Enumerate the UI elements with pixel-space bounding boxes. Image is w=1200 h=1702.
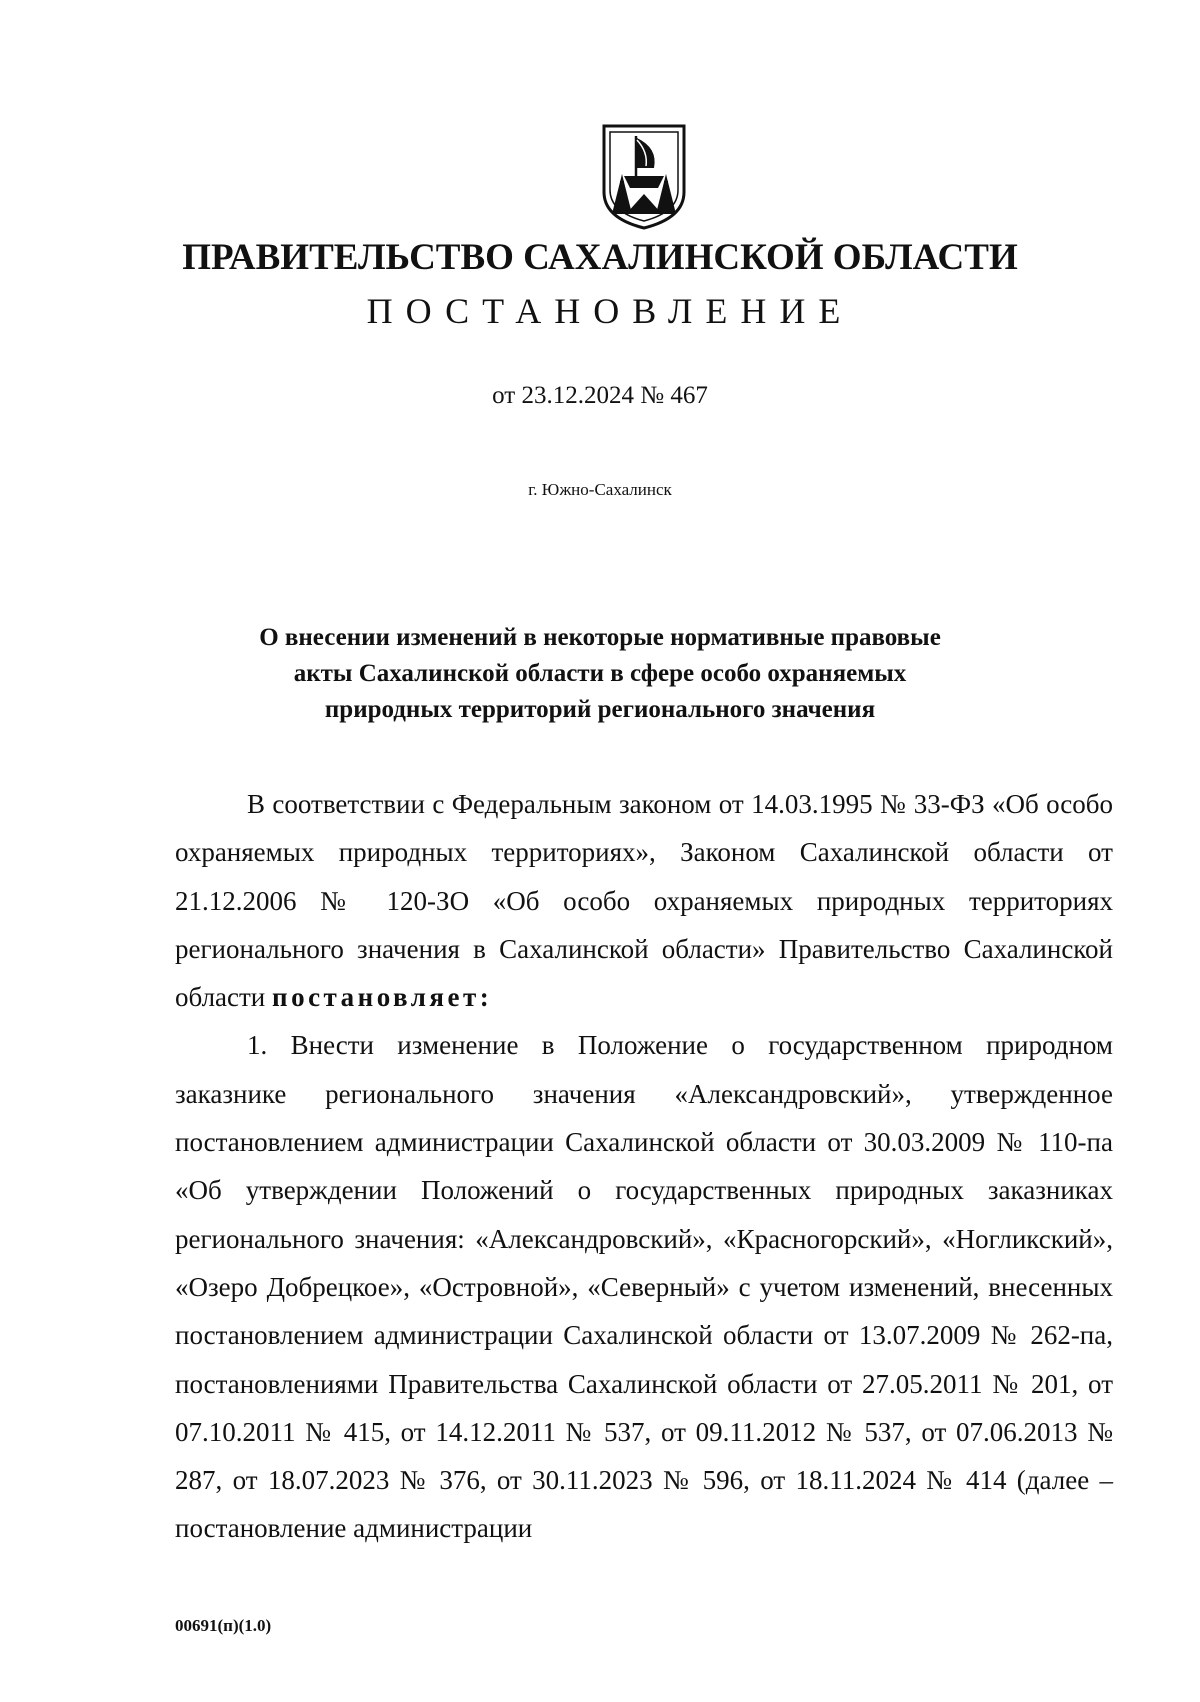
document-subject: О внесении изменений в некоторые нормативные правовые акты Сахалинской области в сфере особо охраняемых природных территорий регионального значения [259,624,941,723]
paragraph-preamble [175,780,1113,1021]
resolves-verb: постановляет: [272,982,493,1013]
document-body [175,780,1113,1553]
paragraph-item-1: 1. Внести изменение в Положение о государственном природном заказнике регионального значения «Александровский», утвержденное постановлением администрации Сахалинской области от 30.03.2009 № 110-па «Об утверждении Положений о государственных природных заказниках регионального значения: «Александровский», «Красногорский», «Ногликский», «Озеро Добрецкое», «Островной», «Северный» с учетом изменений, внесенных постановлением администрации Сахалинской области от 13.07.2009 № 262-па, постановлениями Правительства Сахалинской области от 27.05.2011 № 201, от 07.10.2011 № 415, от 14.12.2011 № 537, от 09.11.2012 № 537, от 07.06.2013 № 287, от 18.07.2023 № 376, от 30.11.2023 № 596, от 18.11.2024 № 414 (далее – постановление администрации [175,1030,1113,1544]
coat-of-arms-icon [596,122,692,230]
preamble-text: В соответствии с Федеральным законом от 14.03.1995 № 33-ФЗ «Об особо охраняемых природных территориях», Законом Сахалинской области от 21.12.2006 № 120-ЗО «Об особо охраняемых природных территориях регионального значения в Сахалинской области» Правительство Сахалинской области [175,789,1113,1013]
document-type: ПОСТАНОВЛЕНИЕ [366,291,854,331]
government-title: ПРАВИТЕЛЬСТВО САХАЛИНСКОЙ ОБЛАСТИ [182,237,1018,278]
document-date-number: от 23.12.2024 № 467 [492,382,708,409]
document-city: г. Южно-Сахалинск [528,480,672,499]
footer-document-code: 00691(п)(1.0) [175,1616,272,1635]
